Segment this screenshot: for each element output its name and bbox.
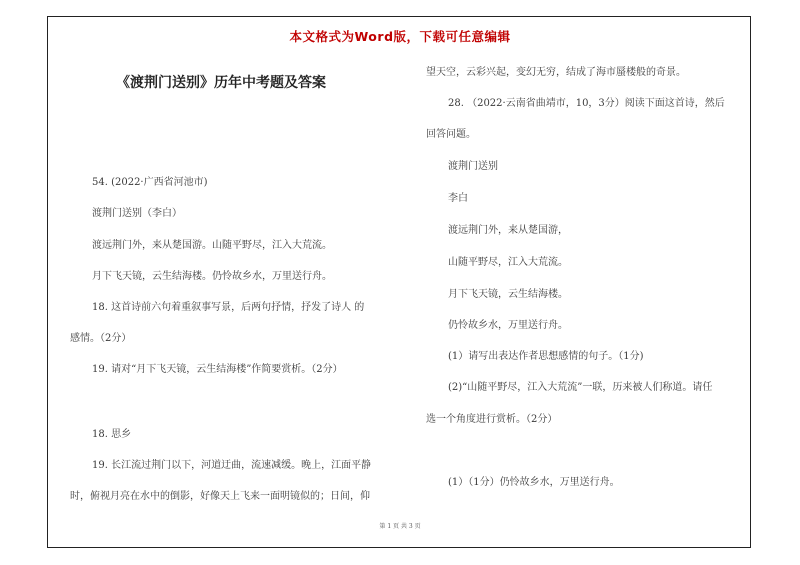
- left-line-poem-verse-2: 月下飞天镜，云生结海楼。仍怜故乡水，万里送行舟。: [92, 271, 332, 282]
- right-line-question-28: 28. （2022·云南省曲靖市，10，3分）阅读下面这首诗，然后: [448, 98, 725, 109]
- left-line-question-18: 18. 这首诗前六句着重叙事写景，后两句抒情，抒发了诗人 的: [92, 302, 365, 313]
- left-line-answer-19: 19. 长江流过荆门以下，河道迂曲，流速减缓。晚上，江面平静: [92, 460, 372, 471]
- left-line-question-19: 19. 请对“月下飞天镜，云生结海楼”作简要赏析。（2分）: [92, 364, 343, 375]
- right-line-poem-title: 渡荆门送别: [448, 161, 498, 172]
- right-line-sub-question-2-cont: 选一个角度进行赏析。（2分）: [426, 414, 558, 425]
- right-line-answer-19-end: 望天空，云彩兴起，变幻无穷，结成了海市蜃楼般的奇景。: [426, 67, 686, 78]
- left-line-question-18-cont: 感情。（2分）: [70, 333, 132, 344]
- right-line-poem-author: 李白: [448, 193, 468, 204]
- right-line-poem-verse-4: 仍怜故乡水，万里送行舟。: [448, 320, 568, 331]
- left-line-answer-19-cont: 时，俯视月亮在水中的倒影，好像天上飞来一面明镜似的；日间，仰: [70, 491, 370, 502]
- document-title: 《渡荆门送别》历年中考题及答案: [116, 75, 326, 91]
- left-line-poem-verse-1: 渡远荆门外，来从楚国游。山随平野尽，江入大荒流。: [92, 240, 332, 251]
- right-line-answer-1: (1）（1分）仍怜故乡水，万里送行舟。: [448, 477, 620, 488]
- left-line-answer-18: 18. 思乡: [92, 429, 132, 440]
- left-line-question-number: 54. (2022·广西省河池市): [92, 177, 208, 188]
- word-format-banner: 本文格式为Word版，下载可任意编辑: [289, 29, 511, 44]
- right-line-sub-question-1: (1）请写出表达作者思想感情的句子。（1分): [448, 351, 644, 362]
- left-line-poem-title: 渡荆门送别（李白）: [92, 208, 182, 219]
- right-line-poem-verse-3: 月下飞天镜，云生结海楼。: [448, 289, 568, 300]
- right-line-sub-question-2: (2)“山随平野尽，江入大荒流”一联，历来被人们称道。请任: [448, 382, 713, 393]
- right-line-poem-verse-2: 山随平野尽，江入大荒流。: [448, 257, 568, 268]
- page-number-footer: 第 1 页 共 3 页: [379, 523, 421, 530]
- right-line-question-28-cont: 回答问题。: [426, 129, 476, 140]
- right-line-poem-verse-1: 渡远荆门外，来从楚国游，: [448, 225, 568, 236]
